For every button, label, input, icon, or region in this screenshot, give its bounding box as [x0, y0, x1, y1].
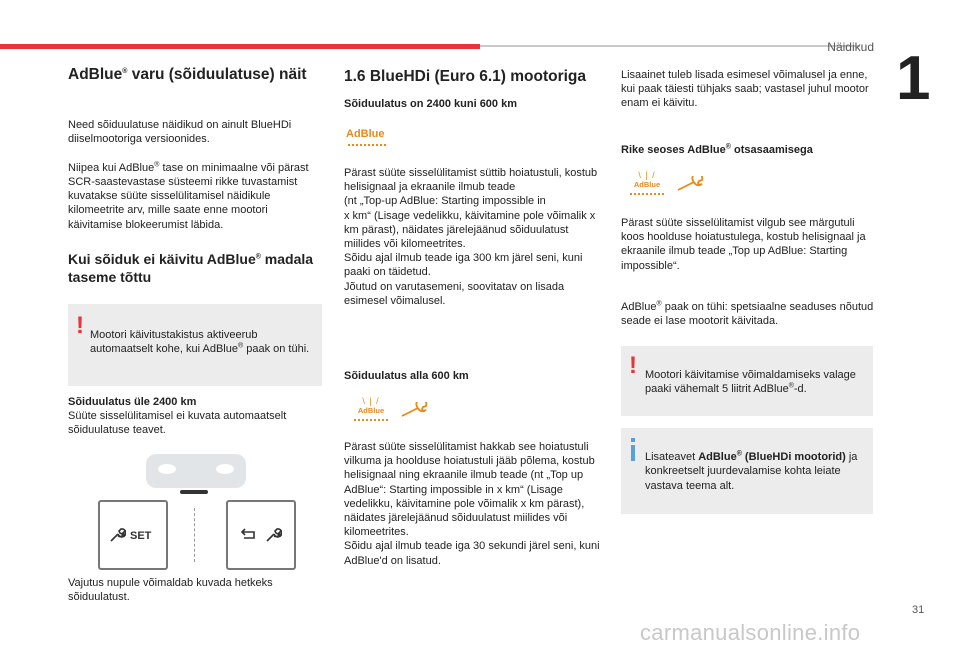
- adblue-icon: [346, 128, 392, 148]
- left-range-heading: Sõiduulatus üle 2400 km: [68, 396, 197, 408]
- instrument-panel-illustration: [96, 446, 296, 572]
- middle-title: 1.6 BlueHDi (Euro 6.1) mootoriga: [344, 68, 587, 85]
- left-warning-text: Mootori käivitustakistus aktiveerub automaatselt kohe, kui AdBlue® paak on tühi.: [90, 329, 310, 356]
- left-title: AdBlue® varu (sõiduulatuse) näit: [68, 66, 307, 83]
- right-fault-heading: Rike seoses AdBlue® otsasaamisega: [621, 143, 813, 156]
- left-subtitle: Kui sõiduk ei käivitu AdBlue® madala taseme tõttu: [68, 251, 314, 285]
- return-arrow-icon: [238, 524, 258, 544]
- info-icon: [631, 438, 635, 442]
- right-info-text: Lisateavet AdBlue® (BlueHDi mootorid) ja konkreetselt juurdevalamise kohta leiate vastava teema alt.: [645, 450, 858, 492]
- warning-icon: !: [629, 352, 637, 379]
- right-empty-text: AdBlue® paak on tühi: spetsiaalne seaduses nõutud seade ei lase mootorit käivitada.: [621, 300, 874, 328]
- left-caption: Vajutus nupule võimaldab kuvada hetkeks sõiduulatust.: [68, 577, 273, 604]
- reset-button[interactable]: [226, 500, 296, 570]
- set-button[interactable]: [98, 500, 168, 570]
- header-red-bar: [0, 44, 480, 49]
- right-info-box: [621, 428, 873, 514]
- right-warning-text: Mootori käivitamise võimaldamiseks valage paaki vähemalt 5 liitrit AdBlue®-d.: [645, 369, 856, 396]
- chapter-number: 1: [896, 44, 931, 113]
- wrench-icon: [400, 402, 430, 420]
- display-console: [146, 454, 246, 488]
- left-intro: Need sõiduulatuse näidikud on ainult BlueHDi diiselmootoriga versioonides. Niipea kui AdBlue® tase on minimaalne või pärast SCR-saastevastase süsteemi rikke tuvastamist kuvatakse süüte sisselülitamisel näidikule kilomeetrite arv, mille saate enne mootori käivitamise blokeerumist läbida.: [68, 119, 309, 231]
- adblue-blinking-icon: \ | / AdBlue: [346, 396, 396, 426]
- adblue-blinking-icon-2: \ | / AdBlue: [622, 170, 672, 200]
- adblue-blink-label-2: AdBlue: [633, 180, 661, 189]
- right-fault-text: Pärast süüte sisselülitamist vilgub see märgutuli koos hoolduse hoiatustulega, kostub helisignaal ja ekraanile ilmub teade „Top up AdBlue: Starting impossible“.: [621, 217, 866, 272]
- wrench-icon: [676, 176, 706, 194]
- section-label: Näidikud: [827, 40, 874, 54]
- wrench-icon: [108, 526, 126, 544]
- left-warning-box: [68, 304, 322, 386]
- adblue-icon-label: AdBlue: [346, 128, 385, 140]
- middle-range2-heading: Sõiduulatus alla 600 km: [344, 370, 469, 382]
- adblue-blink-label: AdBlue: [357, 406, 385, 415]
- right-intro: Lisaainet tuleb lisada esimesel võimalusel ja enne, kui paak täiesti tühjaks saab; vastasel juhul mootor enam ei käivitu.: [621, 69, 869, 110]
- page-number: 31: [912, 604, 925, 616]
- watermark: carmanualsonline.info: [640, 620, 861, 645]
- set-button-label: SET: [130, 530, 152, 542]
- wrench-icon: [264, 526, 282, 544]
- warning-icon: !: [76, 312, 84, 339]
- header-grey-bar: [480, 45, 860, 47]
- left-range-text: Süüte sisselülitamisel ei kuvata automaatselt sõiduulatuse teavet.: [68, 410, 287, 437]
- middle-range1-text: Pärast süüte sisselülitamist süttib hoiatustuli, kostub helisignaal ja ekraanile ilmub teade (nt „Top-up AdBlue: Starting impossible in x km“ (Lisage vedelikku, käivitamine pole võimalik x km pärast), näidates järelejäänud sõiduulatust miilides või kilomeetrites. Sõidu ajal ilmub teade iga 300 km järel seni, kuni paaki on täidetud. Jõutud on varutasemeni, soovitatav on lisada esimesel võimalusel.: [344, 167, 598, 307]
- middle-range1-heading: Sõiduulatus on 2400 kuni 600 km: [344, 98, 517, 110]
- right-warning-box: [621, 346, 873, 416]
- middle-range2-text: Pärast süüte sisselülitamist hakkab see hoiatustuli vilkuma ja hoolduse hoiatustuli jääb põlema, kostub helisignaal ning ekraanile ilmub teade (nt „Top up AdBlue“: Starting impossible in x km“ (Lisage vedelikku, käivitamine pole võimalik x km pärast), näidates järelejäänud sõiduulatust miilides või kilomeetrites. Sõidu ajal ilmub teade iga 30 sekundi järel seni, kuni AdBlue'd on lisatud.: [344, 441, 600, 567]
